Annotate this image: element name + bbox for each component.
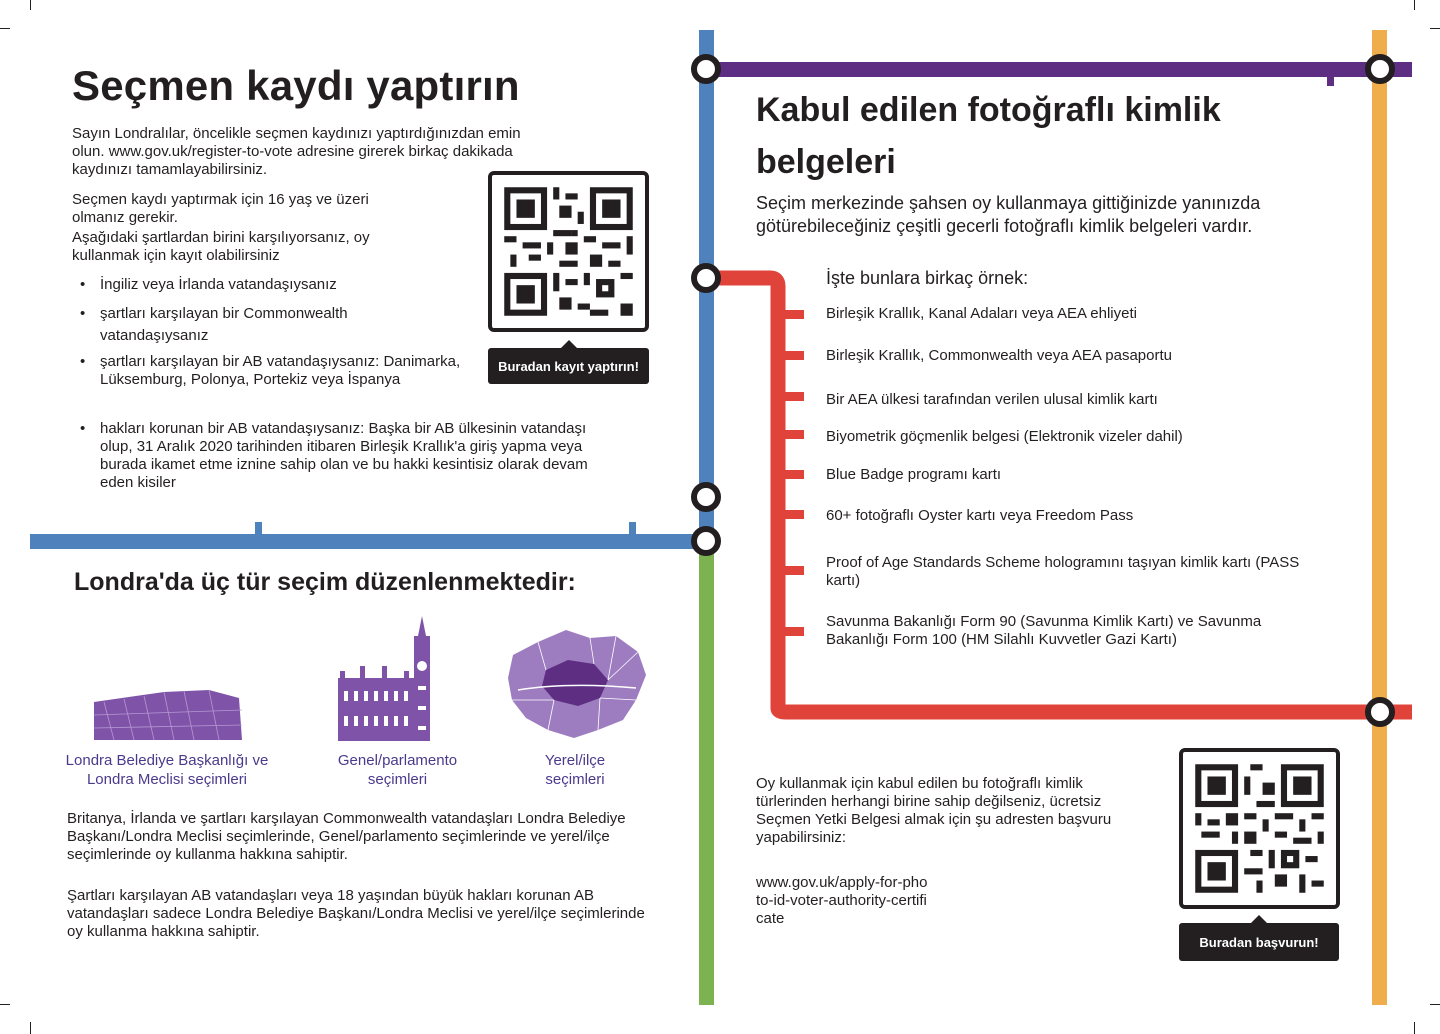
blue-line-horizontal <box>30 534 706 549</box>
bullet-item: • hakları korunan bir AB vatandaşıysanız: Başka bir AB ülkesinin vatandaşı olup, 31 Aralık 2020 tarihinden itibaren Birleşik Krallık'a giriş yapma veya burada ikamet etme iznine sahip olan ve bu hakki kesintisiz olarak devam eden kisiler <box>80 420 588 491</box>
qr-code-icon <box>1183 752 1336 905</box>
bullet-text: hakları korunan bir AB vatandaşıysanız: Başka bir AB ülkesinin vatandaşı olup, 31 Aralık 2020 tarihinden itibaren Birleşik Krallık'a giriş yapma veya burada ikamet etme iznine sahip olan ve bu hakki kesintisiz olarak devam eden kisiler <box>100 420 588 491</box>
purple-line-horizontal <box>706 62 1412 77</box>
voting-rights-paragraph: Britanya, İrlanda ve şartları karşılayan Commonwealth vatandaşları Londra Belediye Başkanı/Londra Meclisi seçimlerinde, Genel/parlamento seçimlerinde ve yerel/ilçe seçimlerinde oy kullanma hakkına sahiptir. <box>67 810 626 863</box>
bullet-item: • şartları karşılayan bir Commonwealth vatandaşıysanız <box>80 305 348 344</box>
id-list-item: Bir AEA ülkesi tarafından verilen ulusal kimlik kartı <box>826 391 1158 408</box>
city-hall-icon <box>94 690 244 740</box>
orange-line-vertical <box>1372 30 1387 1005</box>
id-list-item: Proof of Age Standards Scheme hologramını taşıyan kimlik kartı (PASS kartı) <box>826 554 1300 589</box>
bullet-text: şartları karşılayan bir AB vatandaşıysanız: Danimarka, Lüksemburg, Polonya, Portekiz veya İspanya <box>100 353 461 388</box>
id-list-item: Biyometrik göçmenlik belgesi (Elektronik vizeler dahil) <box>826 428 1183 445</box>
london-map-icon <box>508 630 648 740</box>
station-circle <box>694 529 718 553</box>
qr-code-icon <box>492 175 645 328</box>
bullet-text: İngiliz veya İrlanda vatandaşıysanız <box>100 276 337 293</box>
station-circle <box>694 57 718 81</box>
station-circle <box>1368 700 1392 724</box>
photo-id-subtitle: Seçim merkezinde şahsen oy kullanmaya gittiğinizde yanınızda götürebileceğiniz çeşitli gecerli fotoğraflı kimlik belgeleri vardır. <box>756 193 1261 236</box>
apply-qr-code[interactable] <box>1179 748 1340 909</box>
register-title: Seçmen kaydı yaptırın <box>72 62 520 109</box>
id-list-item: Birleşik Krallık, Kanal Adaları veya AEA ehliyeti <box>826 305 1137 322</box>
city-hall-caption: Londra Belediye Başkanlığı ve Londra Meclisi seçimleri <box>65 752 269 788</box>
register-intro: Sayın Londralılar, öncelikle seçmen kaydınızı yaptırdığınızdan emin olun. www.gov.uk/register-to-vote adresine girerek birkaç dakikada kaydınızı tamamlayabilirsiniz. <box>72 125 521 178</box>
age-requirement: Seçmen kaydı yaptırmak için 16 yaş ve üzeri olmanız gerekir. <box>72 191 369 226</box>
station-circle <box>694 266 718 290</box>
bullet-item: • İngiliz veya İrlanda vatandaşıysanız <box>80 276 337 293</box>
register-here-button[interactable]: Buradan kayıt yaptırın! <box>488 348 649 384</box>
bullet-text: şartları karşılayan bir Commonwealth vatandaşıysanız <box>100 305 348 344</box>
purple-line-tick <box>1327 74 1334 86</box>
eligibility-intro: Aşağıdaki şartlardan birini karşılıyorsanız, oy kullanmak için kayıt olabilirsiniz <box>72 229 370 264</box>
station-circle <box>694 485 718 509</box>
bullet-item: • şartları karşılayan bir AB vatandaşıysanız: Danimarka, Lüksemburg, Polonya, Portekiz veya İspanya <box>80 353 461 388</box>
certificate-info: Oy kullanmak için kabul edilen bu fotoğraflı kimlik türlerinden herhangi birine sahip değilseniz, ücretsiz Seçmen Yetki Belgesi almak için şu adresten başvuru yapabilirsiniz: <box>756 775 1112 846</box>
apply-here-button[interactable]: Buradan başvurun! <box>1179 923 1339 961</box>
id-list-item: Birleşik Krallık, Commonwealth veya AEA pasaportu <box>826 347 1172 364</box>
blue-line-tick <box>629 522 636 536</box>
parliament-caption: Genel/parlamento seçimleri <box>337 752 458 788</box>
blue-line-tick <box>255 522 262 536</box>
certificate-url[interactable]: www.gov.uk/apply-for-photo-id-voter-authority-certificate <box>756 874 928 927</box>
id-list-item: Blue Badge programı kartı <box>826 466 1002 483</box>
examples-title: İşte bunlara birkaç örnek: <box>826 268 1029 288</box>
photo-id-title: Kabul edilen fotoğraflı kimlik belgeleri <box>756 91 1221 181</box>
big-ben-icon <box>338 616 438 741</box>
green-line-vertical <box>699 545 714 1005</box>
station-circle <box>1368 57 1392 81</box>
elections-title: Londra'da üç tür seçim düzenlenmektedir: <box>74 568 576 596</box>
id-list-item: Savunma Bakanlığı Form 90 (Savunma Kimlik Kartı) ve Savunma Bakanlığı Form 100 (HM Silahlı Kuvvetler Gazi Kartı) <box>826 613 1262 648</box>
register-qr-code[interactable] <box>488 171 649 332</box>
local-caption: Yerel/ilçe seçimleri <box>544 752 606 788</box>
id-list-item: 60+ fotoğraflı Oyster kartı veya Freedom Pass <box>826 507 1134 524</box>
eu-voting-rights-paragraph: Şartları karşılayan AB vatandaşları veya 18 yaşından büyük hakları korunan AB vatandaşları sadece Londra Belediye Başkanı/Londra Meclisi ve yerel/ilçe seçimlerinde oy kullanma hakkına sahiptir. <box>67 887 645 940</box>
